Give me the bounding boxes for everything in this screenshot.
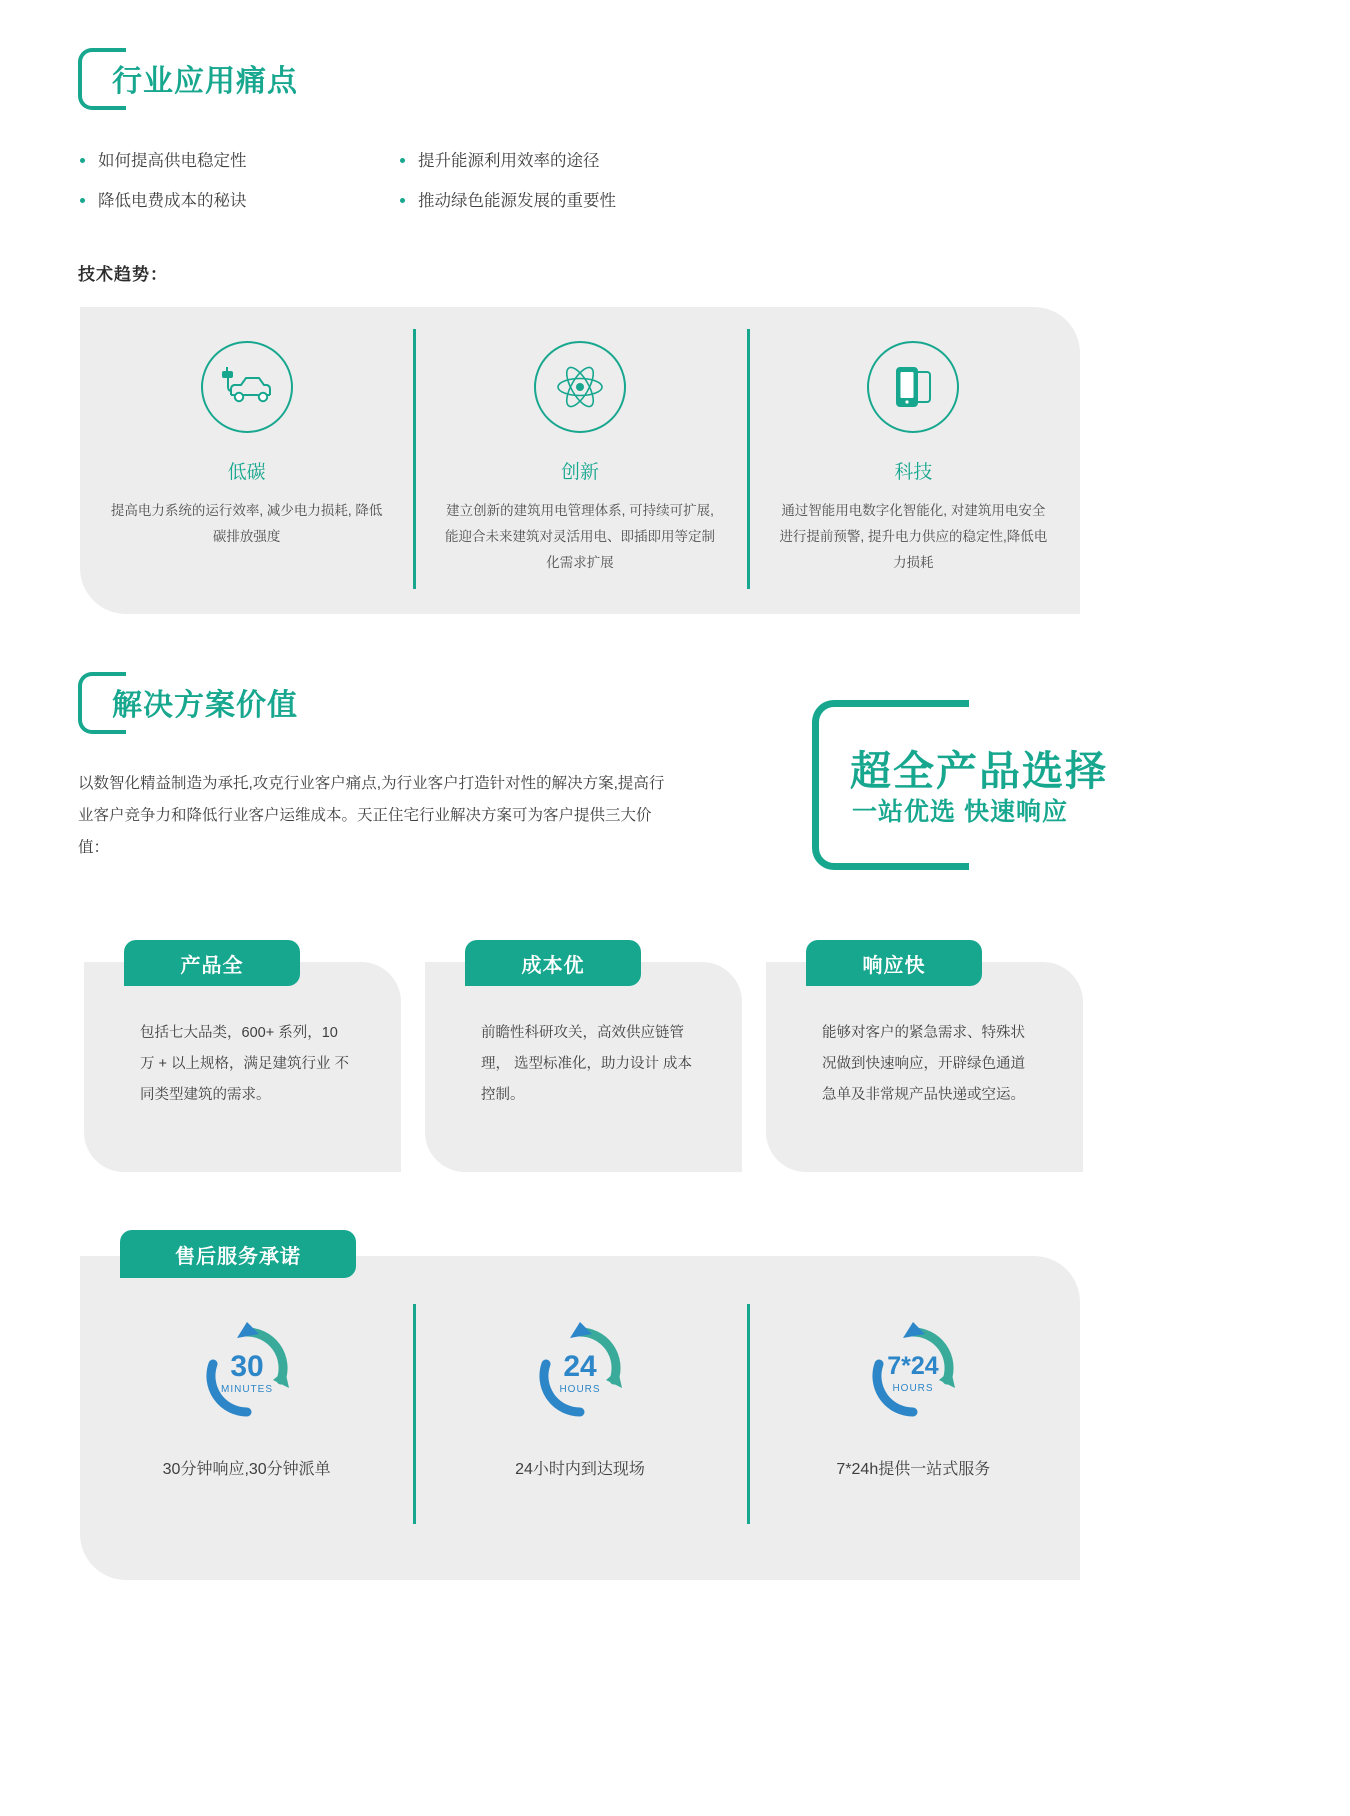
value-card-tag: 响应快 — [806, 940, 982, 986]
badge-unit: HOURS — [892, 1383, 934, 1394]
tech-trend-panel — [80, 307, 1080, 614]
tech-trend-column-technology — [747, 307, 1080, 614]
list-item — [398, 190, 838, 212]
value-card-cost — [425, 940, 742, 1172]
cycle-arrow-badge-icon — [853, 1318, 973, 1422]
slogan-sub-text: 一站优选 快速响应 — [852, 798, 1068, 826]
solution-value-intro: 以数智化精益制造为承托,攻克行业客户痛点,为行业客户打造针对性的解决方案,提高行业客户竞争力和降低行业客户运维成本。天正住宅行业解决方案可为客户提供三大价值： — [78, 775, 665, 856]
atom-innovation-icon — [534, 341, 626, 433]
after-sales-label: 30分钟响应,30分钟派单 — [162, 1461, 331, 1478]
value-card-tag: 产品全 — [124, 940, 300, 986]
page-title: 行业应用痛点 — [112, 65, 298, 98]
badge-unit: MINUTES — [220, 1384, 273, 1395]
badge-number: 30 — [229, 1350, 264, 1383]
pain-point-label: 如何提高供电稳定性 — [98, 152, 247, 170]
tech-trend-title: 低碳 — [227, 462, 266, 483]
pain-point-label: 提升能源利用效率的途径 — [418, 152, 600, 170]
tech-trend-label: 技术趋势： — [78, 265, 168, 284]
tech-trend-desc: 提高电力系统的运行效率, 减少电力损耗, 降低碳排放强度 — [110, 503, 383, 544]
list-item — [398, 150, 838, 172]
after-sales-column-24h — [413, 1290, 746, 1570]
tech-trend-desc: 通过智能用电数字化智能化, 对建筑用电安全进行提前预警, 提升电力供应的稳定性,降低电力损耗 — [779, 503, 1048, 570]
after-sales-label: 24小时内到达现场 — [515, 1461, 645, 1478]
after-sales-tag: 售后服务承诺 — [120, 1230, 356, 1278]
pain-point-label: 推动绿色能源发展的重要性 — [418, 192, 616, 210]
bullet-dot-icon — [80, 158, 85, 163]
value-card-row — [84, 940, 1084, 1172]
value-card-tag: 成本优 — [465, 940, 641, 986]
tech-trend-desc: 建立创新的建筑用电管理体系, 可持续可扩展, 能迎合未来建筑对灵活用电、即插即用等定制化需求扩展 — [444, 503, 715, 570]
slogan-main-text: 超全产品选择 — [850, 748, 1108, 794]
tech-trend-column-innovation — [413, 307, 746, 614]
tech-trend-title: 科技 — [894, 462, 933, 483]
badge-number: 7*24 — [887, 1352, 940, 1380]
after-sales-panel — [80, 1230, 1080, 1580]
list-item — [78, 150, 398, 172]
tech-trend-column-low-carbon — [80, 307, 413, 614]
mobile-devices-icon — [867, 341, 959, 433]
section-heading-solution-value — [78, 672, 298, 736]
bullet-dot-icon — [400, 198, 405, 203]
value-card-body: 包括七大品类，600+ 系列，10 万 + 以上规格，满足建筑行业 不同类型建筑的需求。 — [140, 1025, 350, 1103]
value-card-body: 能够对客户的紧急需求、特殊状况做到快速响应，开辟绿色通道急单及非常规产品快递或空运。 — [822, 1025, 1025, 1103]
cycle-arrow-badge-icon — [187, 1318, 307, 1422]
cycle-arrow-badge-icon — [520, 1318, 640, 1422]
after-sales-label: 7*24h提供一站式服务 — [836, 1461, 991, 1478]
bullet-dot-icon — [80, 198, 85, 203]
pain-point-label: 降低电费成本的秘诀 — [98, 192, 247, 210]
tech-trend-title: 创新 — [560, 462, 599, 483]
slogan-block — [812, 700, 1162, 870]
pain-point-list — [78, 150, 838, 212]
value-card-response — [766, 940, 1083, 1172]
after-sales-column-30min — [80, 1290, 413, 1570]
after-sales-column-7x24 — [747, 1290, 1080, 1570]
list-item — [78, 190, 398, 212]
value-card-body: 前瞻性科研攻关，高效供应链管理， 选型标准化，助力设计 成本控制。 — [481, 1025, 693, 1103]
badge-unit: HOURS — [559, 1384, 601, 1395]
bullet-dot-icon — [400, 158, 405, 163]
section-title: 解决方案价值 — [112, 689, 298, 722]
badge-number: 24 — [563, 1350, 597, 1383]
section-heading-pain-points — [78, 48, 298, 112]
electric-car-charging-icon — [201, 341, 293, 433]
value-card-product — [84, 940, 401, 1172]
